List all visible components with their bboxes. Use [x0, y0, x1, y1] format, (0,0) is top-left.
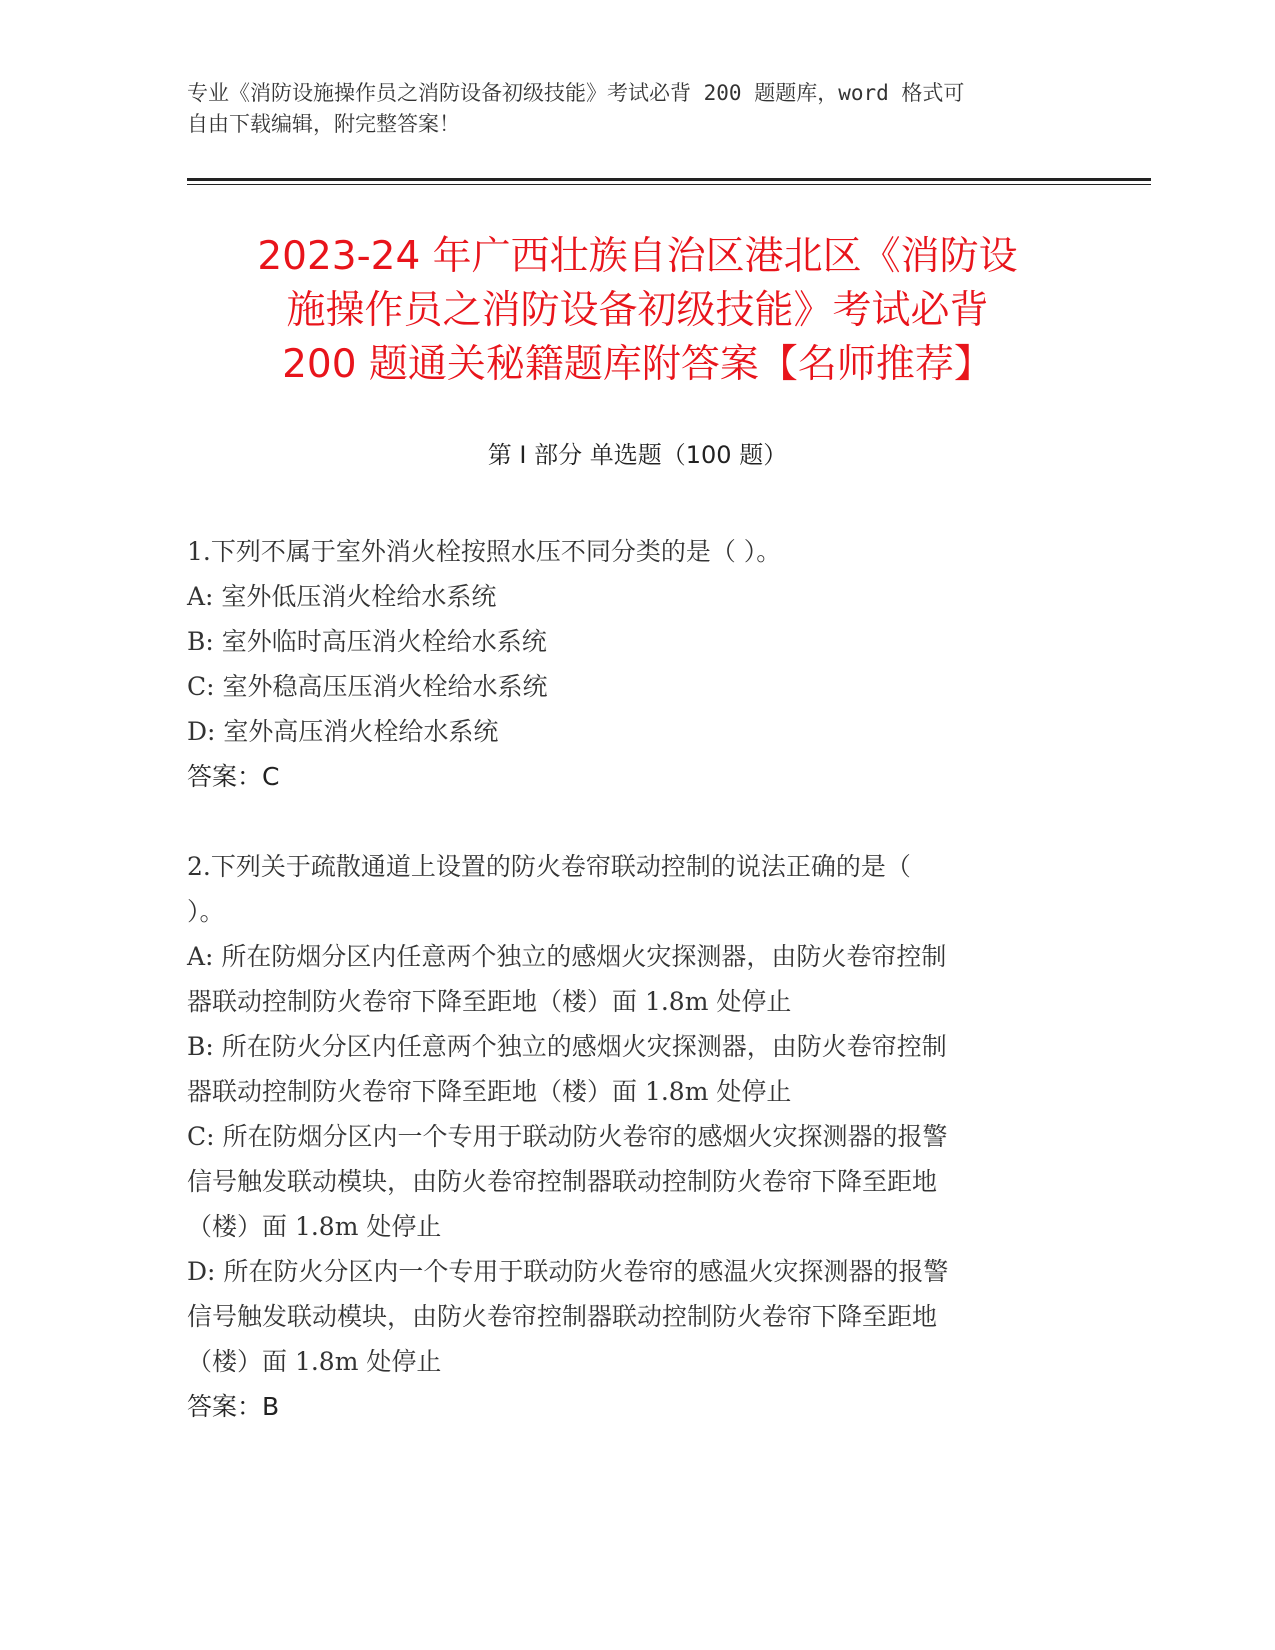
- option-b: B: 所在防火分区内任意两个独立的感烟火灾探测器，由防火卷帘控制: [187, 1032, 947, 1061]
- question-block: [187, 844, 1067, 1429]
- option-c-cont: 信号触发联动模块，由防火卷帘控制器联动控制防火卷帘下降至距地: [187, 1167, 938, 1196]
- question-stem: 2.下列关于疏散通道上设置的防火卷帘联动控制的说法正确的是（: [187, 852, 911, 881]
- option-c-cont: （楼）面 1.8m 处停止: [187, 1212, 442, 1241]
- title-line: 200 题通关秘籍题库附答案【名师推荐】: [282, 342, 993, 387]
- header-divider: [187, 178, 1151, 181]
- title-line: 施操作员之消防设备初级技能》考试必背: [286, 288, 989, 333]
- option-a: A: 所在防烟分区内任意两个独立的感烟火灾探测器，由防火卷帘控制: [187, 942, 947, 971]
- option-d: D: 室外高压消火栓给水系统: [187, 717, 499, 746]
- header-divider-thin: [187, 184, 1151, 185]
- answer: 答案：B: [187, 1392, 280, 1421]
- section-title: 第 I 部分 单选题（100 题）: [487, 441, 788, 469]
- title-line: 2023-24 年广西壮族自治区港北区《消防设: [257, 234, 1018, 279]
- option-c: C: 室外稳高压压消火栓给水系统: [187, 672, 548, 701]
- option-d-cont: 信号触发联动模块，由防火卷帘控制器联动控制防火卷帘下降至距地: [187, 1302, 938, 1331]
- option-a-cont: 器联动控制防火卷帘下降至距地（楼）面 1.8m 处停止: [187, 987, 792, 1016]
- option-b: B: 室外临时高压消火栓给水系统: [187, 627, 547, 656]
- header-note: [187, 78, 1067, 140]
- option-c: C: 所在防烟分区内一个专用于联动防火卷帘的感烟火灾探测器的报警: [187, 1122, 948, 1151]
- header-note-line: 自由下载编辑，附完整答案！: [187, 112, 460, 136]
- option-b-cont: 器联动控制防火卷帘下降至距地（楼）面 1.8m 处停止: [187, 1077, 792, 1106]
- question-stem-cont: ）。: [187, 897, 225, 926]
- option-d-cont: （楼）面 1.8m 处停止: [187, 1347, 442, 1376]
- option-a: A: 室外低压消火栓给水系统: [187, 582, 497, 611]
- document-title: [180, 230, 1095, 392]
- header-note-line: 专业《消防设施操作员之消防设备初级技能》考试必背 200 题题库，word 格式可: [187, 81, 965, 105]
- question-block: [187, 529, 1067, 799]
- answer: 答案：C: [187, 762, 280, 791]
- question-stem: 1.下列不属于室外消火栓按照水压不同分类的是（ ）。: [187, 537, 782, 566]
- option-d: D: 所在防火分区内一个专用于联动防火卷帘的感温火灾探测器的报警: [187, 1257, 949, 1286]
